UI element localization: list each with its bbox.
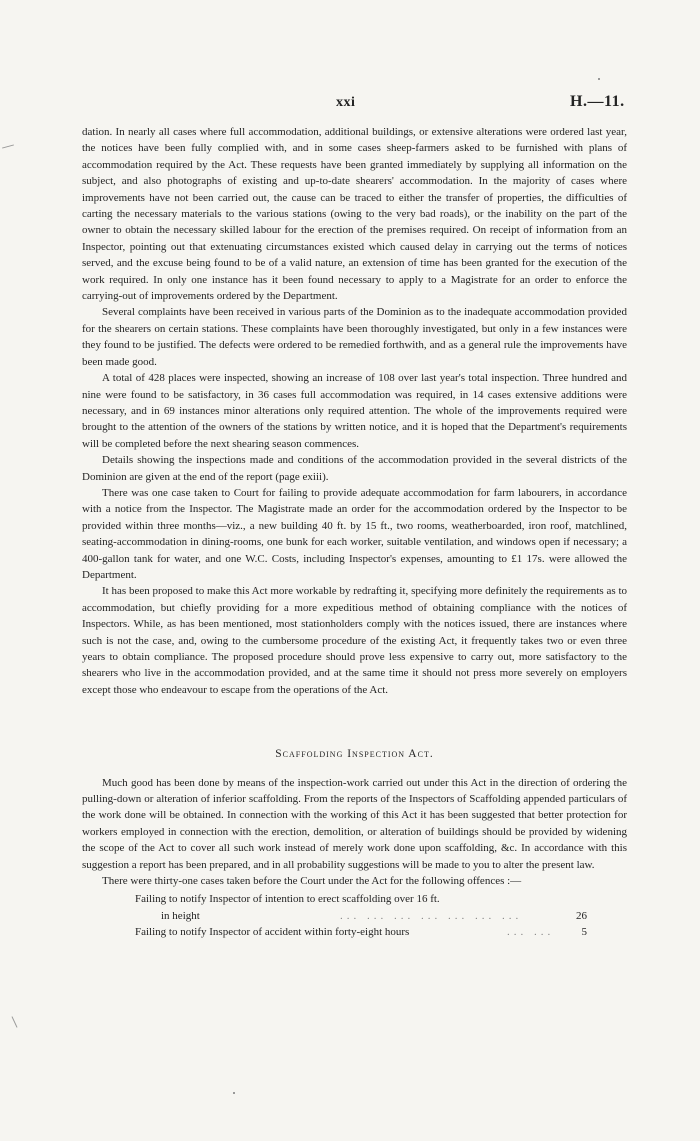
- offence-description: Failing to notify Inspector of intention to erect scaffolding over 16 ft.: [135, 893, 440, 906]
- dot-leaders: ... ...: [507, 926, 555, 939]
- offence-item: [135, 924, 587, 940]
- margin-mark: [233, 1092, 235, 1094]
- body-paragraph: dation. In nearly all cases where full accommodation, additional buildings, or extensive alterations were ordered last year, the notices have been fully complied with, and in some cases sheep-farmers asked to be furnished with plans of accommodation required by the Act. These requests have been granted immediately by supplying all information on the subject, and also photographs of existing and up-to-date shearers' accommodation. In the majority of cases where improvements have not been carried out, the cause can be traced to either the transfer of properties, the difficulties of carting the necessary materials to the various stations (owing to the very bad roads), or the inability on the part of the owner to obtain the necessary skilled labour for the erection of the premises required. On receipt of information from an Inspector, pointing out that extenuating circumstances existed which caused delay in carrying out the terms of notices served, and the excuse being found to be of a valid nature, an extension of time has been granted for the execution of the work required. In only one instance has it been found necessary to apply to a Magistrate for an order to enforce the carrying-out of improvements ordered by the Department.: [82, 126, 627, 303]
- offence-count: 5: [581, 926, 587, 939]
- offences-list: [82, 891, 587, 940]
- body-paragraph: A total of 428 places were inspected, showing an increase of 108 over last year's total inspection. Three hundred and nine were found to be satisfactory, in 36 cases full accommodation was required, in 14 cases extensive additions were necessary, and in 69 instances minor alterations only required attention. The whole of the improvements required were brought to the attention of the owners of the stations by written notice, and it is hoped that the Department's requirements will be completed before the next shearing season commences.: [82, 372, 627, 450]
- margin-mark: [2, 144, 14, 148]
- document-id: H.—11.: [570, 93, 625, 110]
- margin-mark: [12, 1016, 18, 1027]
- body-paragraph: Much good has been done by means of the inspection-work carried out under this Act in the direction of ordering the pulling-down or alteration of inferior scaffolding. From the reports of the Inspectors of Scaffolding appended particulars of the work done will be obtained. In connection with the working of this Act it has been suggested that better protection for workers employed in connection with the erection, demolition, or alteration of buildings should be provided by widening the scope of the Act to cover all such work instead of merely work done upon scaffolding, &c. In accordance with this suggestion a report has been prepared, and in all probability suggestions will be made to you to alter the present law.: [82, 776, 627, 871]
- page-header: [0, 95, 700, 115]
- offence-count: 26: [576, 909, 587, 922]
- offence-description-continued: in height: [161, 909, 200, 922]
- margin-mark: [598, 78, 600, 80]
- body-paragraph: Several complaints have been received in various parts of the Dominion as to the inadequate accommodation provided for the shearers on certain stations. These complaints have been thoroughly investigated, but only in a few instances were they found to be justified. The defects were ordered to be remedied forthwith, and as a general rule the improvements have been made good.: [82, 306, 627, 368]
- page-number: xxi: [336, 95, 356, 110]
- body-paragraph: There was one case taken to Court for failing to provide adequate accommodation for farm labourers, in accordance with a notice from the Inspector. The Magistrate made an order for the accommodation ordered by the Inspector to be provided within three months—viz., a new building 40 ft. by 15 ft., two rooms, weatherboarded, iron roof, matchlined, seating-accommodation in dining-rooms, one bunk for each worker, suitable ventilation, and windows open if necessary; a 400-gallon tank for water, and one W.C. Costs, including Inspector's expenses, amounting to £1 17s. were allowed the Department.: [82, 486, 627, 581]
- body-paragraph: There were thirty-one cases taken before the Court under the Act for the following offences :—: [102, 875, 522, 888]
- dot-leaders: ... ... ... ... ... ... ...: [340, 909, 523, 922]
- section-heading: Scaffolding Inspection Act.: [275, 748, 434, 761]
- offence-description: Failing to notify Inspector of accident within forty-eight hours: [135, 926, 410, 939]
- body-paragraph: Details showing the inspections made and conditions of the accommodation provided in the several districts of the Dominion are given at the end of the report (page exiii).: [82, 454, 627, 483]
- offence-item: [135, 891, 587, 907]
- offence-item: [135, 908, 587, 924]
- body-paragraph: It has been proposed to make this Act more workable by redrafting it, specifying more definitely the requirements as to accommodation, but chiefly providing for a more expeditious method of obtaining compliance with the notices of Inspectors. While, as has been mentioned, most stationholders comply with the notices issued, there are instances where such is not the case, and, owing to the cumbersome procedure of the existing Act, it frequently takes two or even three years to obtain compliance. The proposed procedure should prove less expensive to carry out, more satisfactory to the shearers who live in the accommodation provided, and at the same time it should not press more severely on employers except those who endeavour to escape from the operations of the Act.: [82, 585, 627, 696]
- page-body: [82, 124, 627, 941]
